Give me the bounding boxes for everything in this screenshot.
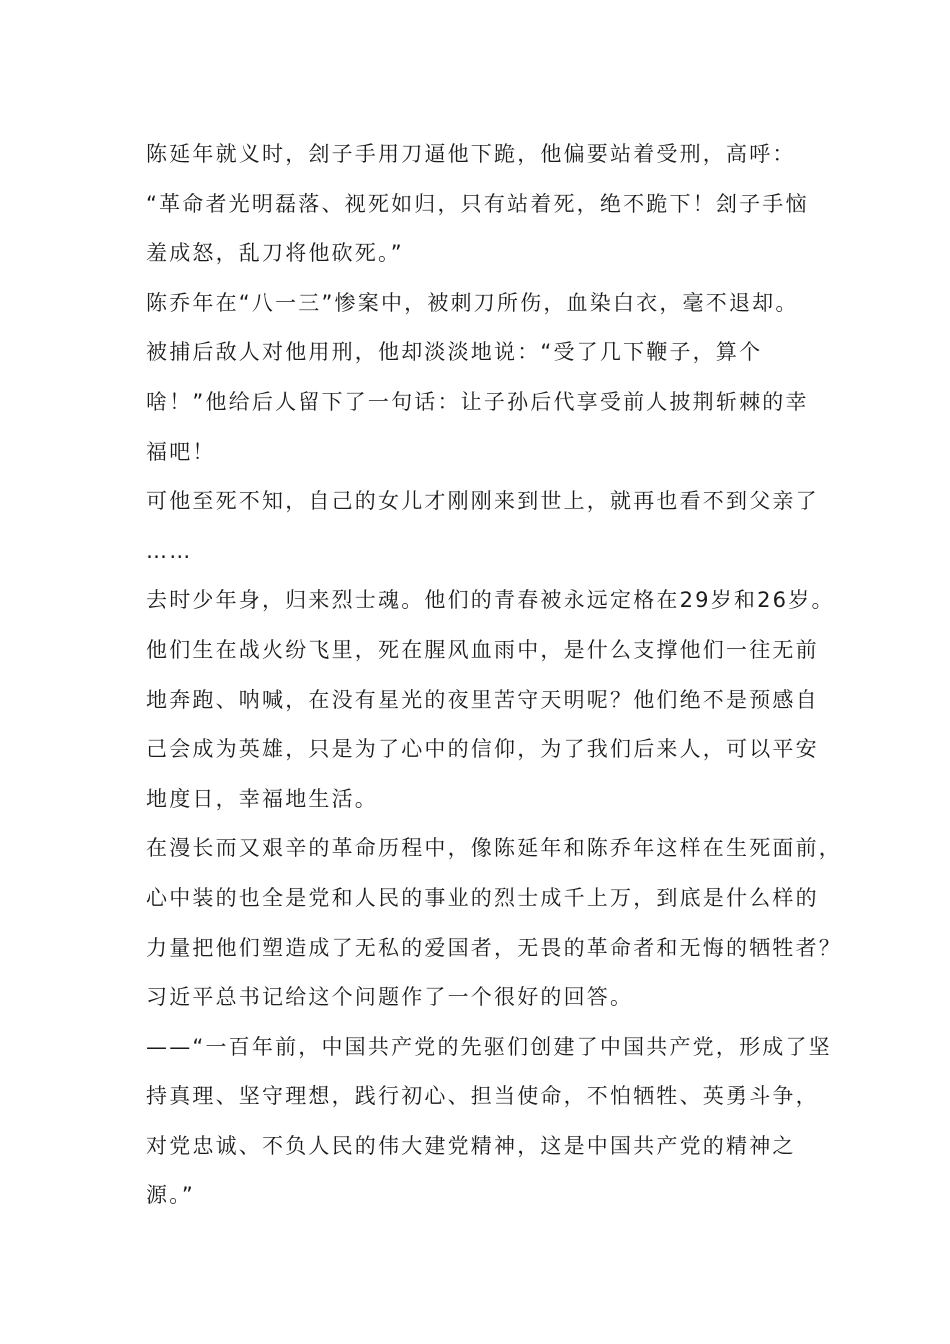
text-line: “革命者光明磊落、视死如归，只有站着死，绝不跪下！刽子手恼 [146, 191, 809, 216]
text-line: 地度日，幸福地生活。 [146, 786, 378, 811]
text-line: 陈乔年在“八一三”惨案中，被刺刀所伤，血染白衣，毫不退却。 [146, 290, 799, 315]
text-line: 源。” [146, 1183, 195, 1208]
text-line: 地奔跑、呐喊，在没有星光的夜里苦守天明呢？他们绝不是预感自 [146, 687, 819, 712]
text-line: 心中装的也全是党和人民的事业的烈士成千上万，到底是什么样的 [146, 885, 819, 910]
text-line: 习近平总书记给这个问题作了一个很好的回答。 [146, 985, 634, 1010]
text-line: 被捕后敌人对他用刑，他却淡淡地说：“受了几下鞭子，算个 [146, 340, 763, 365]
text-line: 陈延年就义时，刽子手用刀逼他下跪，他偏要站着受刑，高呼： [146, 142, 796, 166]
text-line: 去时少年身，归来烈士魂。他们的青春被永远定格在29岁和26岁。 [146, 588, 835, 613]
text-line: …… [146, 538, 193, 563]
text-line: 力量把他们塑造成了无私的爱国者，无畏的革命者和无悔的牺牲者？ [146, 935, 842, 960]
text-line: 羞成怒，乱刀将他砍死。” [146, 241, 404, 266]
text-line: 持真理、坚守理想，践行初心、担当使命，不怕牺牲、英勇斗争， [146, 1084, 819, 1109]
text-line: 在漫长而又艰辛的革命历程中，像陈延年和陈乔年这样在生死面前， [146, 836, 842, 861]
text-line: 可他至死不知，自己的女儿才刚刚来到世上，就再也看不到父亲了 [146, 489, 819, 514]
text-line: 对党忠诚、不负人民的伟大建党精神，这是中国共产党的精神之 [146, 1133, 796, 1158]
text-line: 他们生在战火纷飞里，死在腥风血雨中，是什么支撑他们一往无前 [146, 637, 819, 662]
document-body [146, 130, 842, 1221]
text-line: 啥！”他给后人留下了一句话：让子孙后代享受前人披荆斩棘的幸 [146, 389, 809, 414]
text-line: 己会成为英雄，只是为了心中的信仰，为了我们后来人，可以平安 [146, 737, 819, 762]
text-line: 福吧！ [146, 439, 216, 464]
text-line: ——“一百年前，中国共产党的先驱们创建了中国共产党，形成了坚 [146, 1034, 832, 1059]
